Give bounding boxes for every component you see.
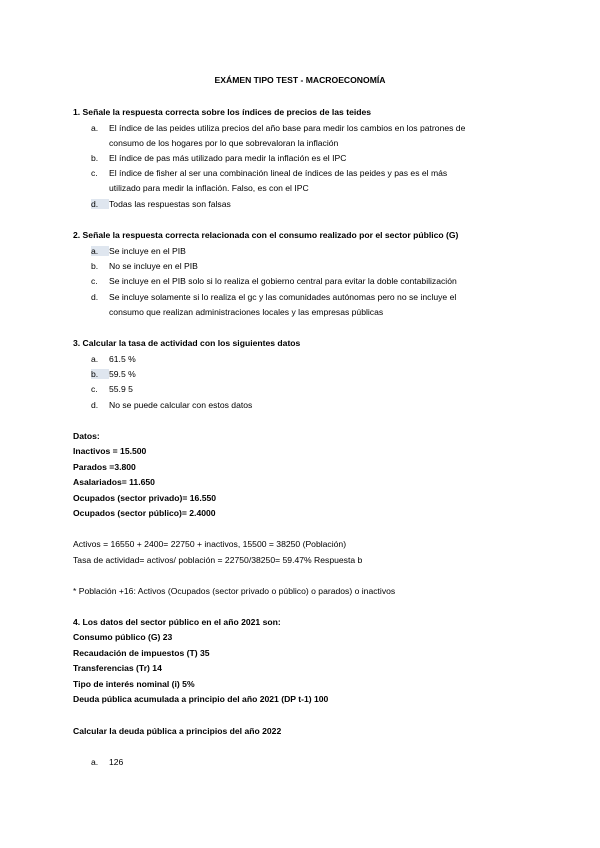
q2-option-c — [91, 276, 457, 286]
q4-option-a — [91, 757, 124, 767]
datos-item: Asalariados= 11.650 — [73, 477, 155, 487]
solution-line-1: Activos = 16550 + 2400= 22750 + inactivos, 15500 = 38250 (Población) — [73, 539, 347, 549]
q1-option-a-continued: consumo de los hogares por lo que sobrevaloran la inflación — [109, 138, 339, 148]
option-label: c. — [91, 384, 98, 394]
option-label-highlighted: d. — [91, 199, 109, 209]
q3-option-a — [91, 354, 136, 364]
option-text: No se incluye en el PIB — [109, 261, 198, 271]
question-2: 2. Señale la respuesta correcta relacionada con el consumo realizado por el sector público (G) — [73, 230, 459, 240]
option-text: 55.9 5 — [109, 384, 133, 394]
q2-option-d-continued: consumo que realizan administraciones locales y las empresas públicas — [109, 307, 384, 317]
q1-option-b — [91, 153, 347, 163]
page-title: EXÁMEN TIPO TEST - MACROECONOMÍA — [214, 75, 386, 85]
q1-option-d — [91, 199, 231, 209]
option-text: 126 — [109, 757, 124, 767]
q4-data-item: Transferencias (Tr) 14 — [73, 663, 162, 673]
option-label-highlighted: b. — [91, 369, 109, 379]
datos-heading: Datos: — [73, 431, 100, 441]
q4-data-item: Recaudación de impuestos (T) 35 — [73, 648, 210, 658]
option-label: d. — [91, 400, 99, 410]
q4-prompt: Calcular la deuda pública a principios del año 2022 — [73, 726, 282, 736]
q1-option-a — [91, 123, 466, 133]
option-text: Todas las respuestas son falsas — [109, 199, 231, 209]
option-label: c. — [91, 168, 98, 178]
option-text: Se incluye en el PIB — [109, 246, 186, 256]
q4-data-item: Deuda pública acumulada a principio del año 2021 (DP t-1) 100 — [73, 694, 329, 704]
option-label: a. — [91, 123, 99, 133]
option-text: 59.5 % — [109, 369, 136, 379]
option-label: a. — [91, 354, 99, 364]
q2-option-b — [91, 261, 198, 271]
solution-note: * Población +16: Activos (Ocupados (sector privado o público) o parados) o inactivos — [73, 586, 396, 596]
datos-item: Ocupados (sector público)= 2.4000 — [73, 508, 216, 518]
option-label: a. — [91, 757, 99, 767]
datos-item: Inactivos = 15.500 — [73, 446, 147, 456]
option-text: 61.5 % — [109, 354, 136, 364]
option-text: No se puede calcular con estos datos — [109, 400, 253, 410]
option-label: b. — [91, 261, 99, 271]
datos-item: Parados =3.800 — [73, 462, 136, 472]
option-text: El índice de fisher al ser una combinación lineal de índices de las peides y pas es el más — [109, 168, 448, 178]
solution-line-2: Tasa de actividad= activos/ población = 22750/38250= 59.47% Respuesta b — [73, 555, 363, 565]
q4-data-item: Consumo público (G) 23 — [73, 632, 173, 642]
q4-data-item: Tipo de interés nominal (i) 5% — [73, 679, 195, 689]
option-text: El índice de las peides utiliza precios del año base para medir los cambios en los patrones de — [109, 123, 466, 133]
q1-option-c-continued: utilizado para medir la inflación. Falso, es con el IPC — [109, 183, 309, 193]
q3-option-c — [91, 384, 133, 394]
q1-option-c — [91, 168, 448, 178]
q2-option-d — [91, 292, 457, 302]
q2-option-a — [91, 246, 186, 256]
question-4: 4. Los datos del sector público en el año 2021 son: — [73, 617, 281, 627]
option-text: Se incluye en el PIB solo si lo realiza el gobierno central para evitar la doble contabilización — [109, 276, 457, 286]
option-label: c. — [91, 276, 98, 286]
option-label: d. — [91, 292, 99, 302]
question-1: 1. Señale la respuesta correcta sobre los índices de precios de las teides — [73, 107, 372, 117]
q3-option-b — [91, 369, 136, 379]
option-text: Se incluye solamente si lo realiza el gc y las comunidades autónomas pero no se incluye el — [109, 292, 457, 302]
question-3: 3. Calcular la tasa de actividad con los siguientes datos — [73, 338, 301, 348]
option-text: El índice de pas más utilizado para medir la inflación es el IPC — [109, 153, 347, 163]
option-label-highlighted: a. — [91, 246, 109, 256]
option-label: b. — [91, 153, 99, 163]
q3-option-d — [91, 400, 253, 410]
datos-item: Ocupados (sector privado)= 16.550 — [73, 493, 217, 503]
